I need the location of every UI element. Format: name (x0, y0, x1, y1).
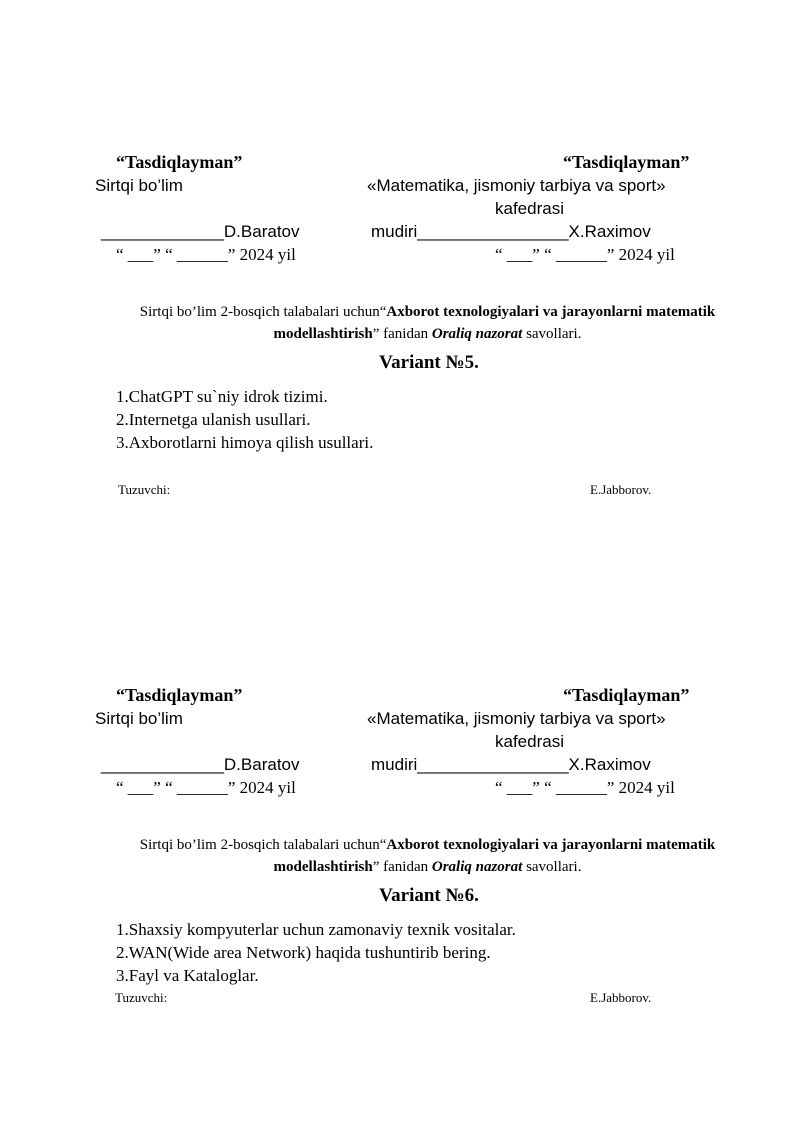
date-left: “ ___” “ ______” 2024 yil (116, 778, 296, 797)
intro-prefix: Sirtqi bo’lim 2-bosqich talabalari uchun“ (139, 304, 387, 320)
question-item: 1.ChatGPT su`niy idrok tizimi. (116, 387, 328, 406)
intro-mid: ” fanidan (372, 326, 432, 342)
compiler-label: Tuzuvchi: (118, 482, 171, 497)
exam-sheet-variant-5 (0, 0, 800, 540)
department-right-line2: kafedrasi (495, 199, 564, 218)
compiler-name: E.Jabborov. (590, 482, 652, 497)
department-left: Sirtqi bo’lim (95, 709, 183, 728)
question-item: 2.WAN(Wide area Network) haqida tushuntirib bering. (116, 943, 491, 962)
intro-exam: Oraliq nazorat (431, 859, 523, 875)
variant-title: Variant №5. (379, 352, 479, 373)
intro-paragraph (105, 834, 750, 878)
intro-subject: Axborot texnologiyalari va jarayonlarni matematik modellashtirish (273, 837, 716, 875)
intro-prefix: Sirtqi bo’lim 2-bosqich talabalari uchun“ (139, 837, 387, 853)
variant-title: Variant №6. (379, 885, 479, 906)
department-right-line2: kafedrasi (495, 732, 564, 751)
compiler-label: Tuzuvchi: (115, 990, 168, 1005)
department-right-line1: «Matematika, jismoniy tarbiya va sport» (367, 709, 666, 728)
signature-left: _____________D.Baratov (101, 755, 300, 774)
intro-suffix: savollari. (522, 326, 582, 342)
department-left: Sirtqi bo’lim (95, 176, 183, 195)
signature-left: _____________D.Baratov (101, 222, 300, 241)
date-left: “ ___” “ ______” 2024 yil (116, 245, 296, 264)
intro-subject: Axborot texnologiyalari va jarayonlarni matematik modellashtirish (273, 304, 716, 342)
signature-right: mudiri________________X.Raximov (371, 222, 651, 241)
date-right: “ ___” “ ______” 2024 yil (495, 245, 675, 264)
date-right: “ ___” “ ______” 2024 yil (495, 778, 675, 797)
approve-left-heading: “Tasdiqlayman” (116, 685, 243, 705)
question-item: 1.Shaxsiy kompyuterlar uchun zamonaviy texnik vositalar. (116, 920, 516, 939)
intro-exam: Oraliq nazorat (431, 326, 523, 342)
approve-right-heading: “Tasdiqlayman” (563, 685, 690, 705)
intro-suffix: savollari. (522, 859, 582, 875)
question-item: 2.Internetga ulanish usullari. (116, 410, 311, 429)
intro-mid: ” fanidan (372, 859, 432, 875)
intro-paragraph (105, 301, 750, 345)
signature-right: mudiri________________X.Raximov (371, 755, 651, 774)
department-right-line1: «Matematika, jismoniy tarbiya va sport» (367, 176, 666, 195)
question-item: 3.Axborotlarni himoya qilish usullari. (116, 433, 374, 452)
approve-right-heading: “Tasdiqlayman” (563, 152, 690, 172)
question-item: 3.Fayl va Kataloglar. (116, 966, 259, 985)
approve-left-heading: “Tasdiqlayman” (116, 152, 243, 172)
compiler-name: E.Jabborov. (590, 990, 652, 1005)
exam-sheet-variant-6 (0, 533, 800, 1073)
